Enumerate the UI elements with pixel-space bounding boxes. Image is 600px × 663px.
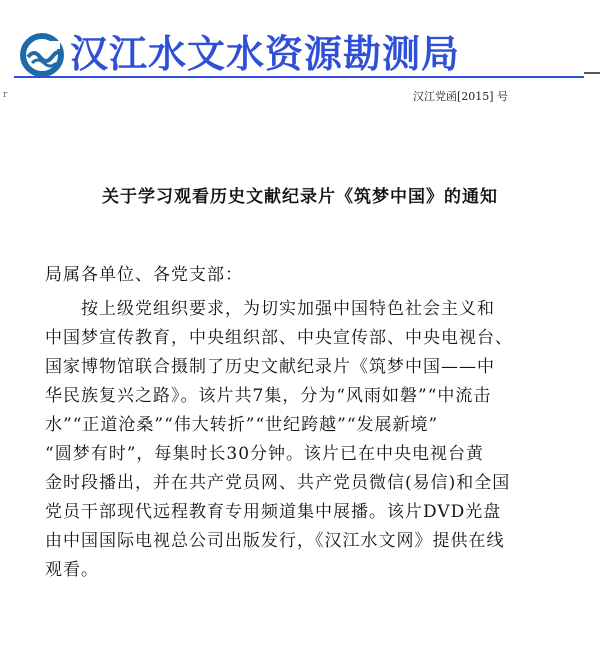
- letterhead-rule-end: [584, 72, 600, 74]
- body-line: 水”“正道沧桑”“伟大转折”“世纪跨越”“发展新境”: [45, 415, 439, 435]
- letterhead: [0, 0, 600, 80]
- body-line: 中国梦宣传教育，中央组织部、中央宣传部、中央电视台、: [45, 328, 513, 348]
- body-line: 观看。: [45, 560, 99, 580]
- document-number: 汉江党函[2015] 号: [413, 90, 509, 103]
- body-line: 党员干部现代远程教育专用频道集中展播。该片DVD光盘: [45, 502, 502, 522]
- body-line: 华民族复兴之路》。该片共7集，分为“风雨如磐”“中流击: [45, 386, 492, 406]
- wave-circle-logo-icon: [20, 33, 64, 77]
- body-paragraph: [45, 295, 590, 585]
- letterhead-rule: [14, 76, 584, 78]
- body-line: 国家博物馆联合摄制了历史文献纪录片《筑梦中国——中: [45, 357, 495, 377]
- body-line: 按上级党组织要求，为切实加强中国特色社会主义和: [45, 299, 495, 319]
- body-line: “圆梦有时”，每集时长30分钟。该片已在中央电视台黄: [45, 444, 485, 464]
- body-line: 金时段播出，并在共产党员网、共产党员微信(易信)和全国: [45, 473, 511, 493]
- margin-mark: r: [3, 90, 8, 100]
- organization-name: 汉江水文水资源勘测局: [70, 32, 461, 76]
- body-line: 由中国国际电视总公司出版发行，《汉江水文网》提供在线: [45, 531, 505, 551]
- document-title: 关于学习观看历史文献纪录片《筑梦中国》的通知: [102, 187, 498, 207]
- salutation: 局属各单位、各党支部：: [45, 265, 243, 285]
